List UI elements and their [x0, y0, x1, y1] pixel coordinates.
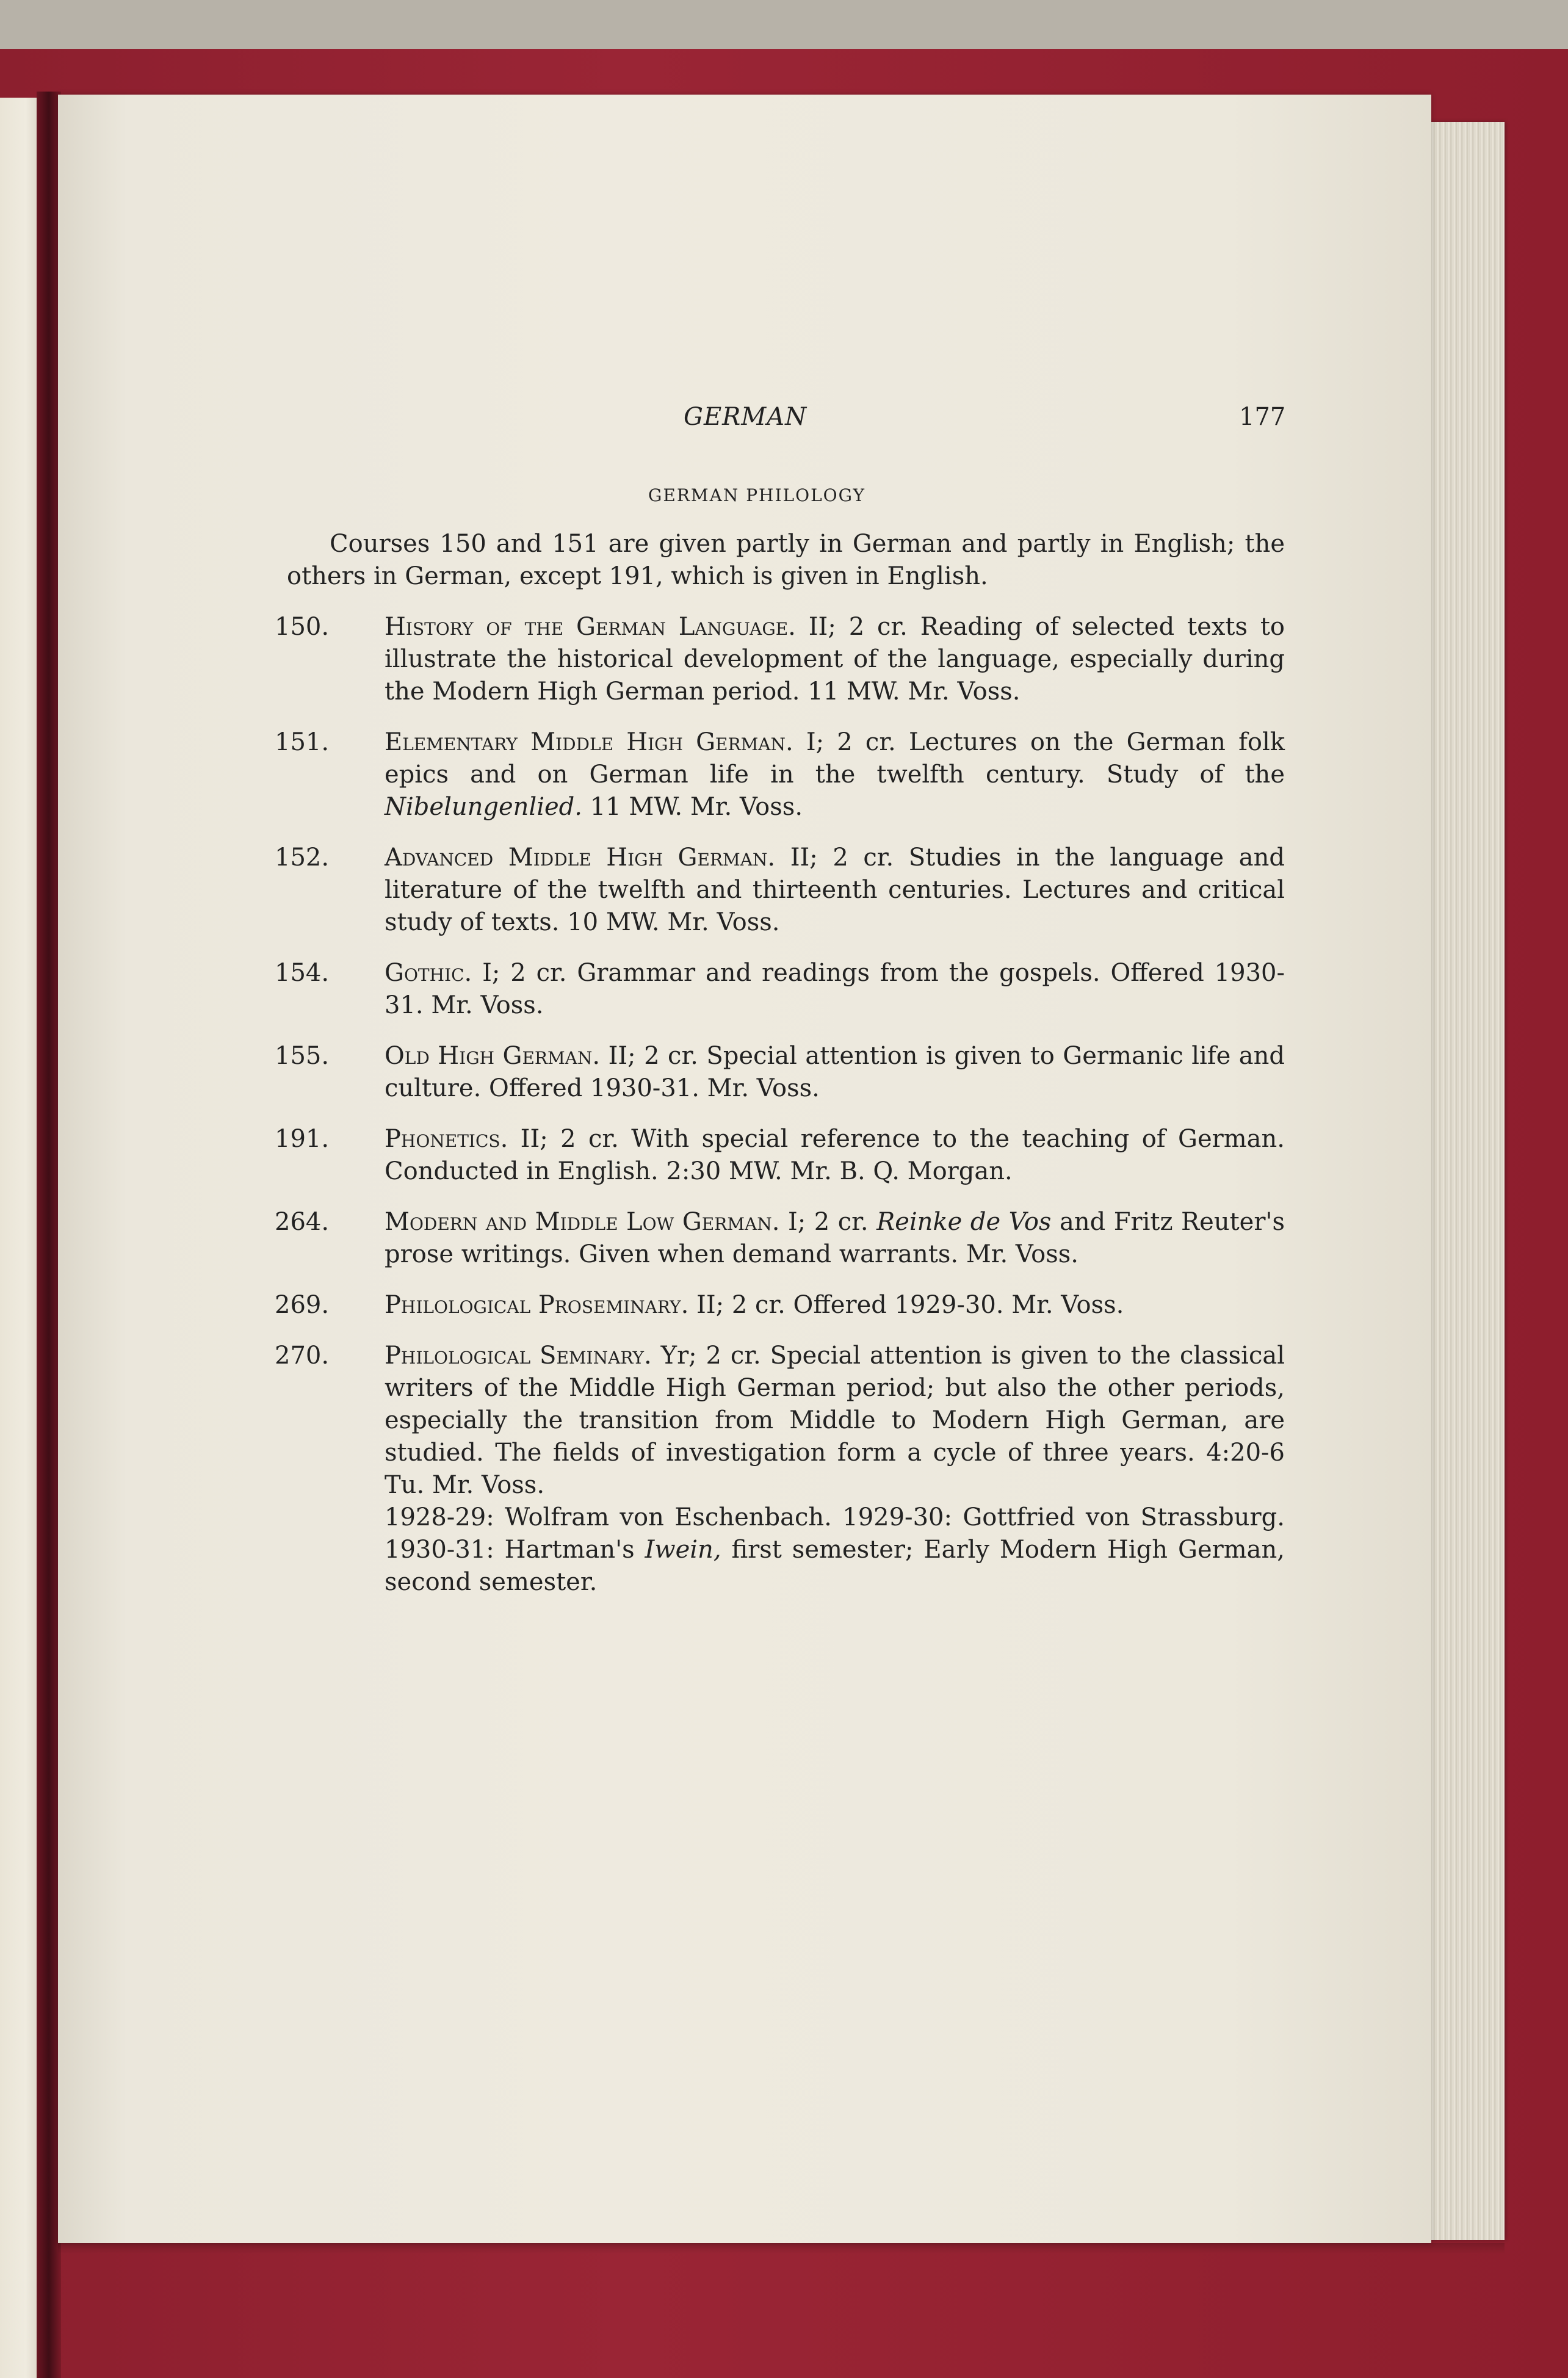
page-number: 177	[1239, 403, 1286, 431]
course-title: Old High German.	[385, 1042, 601, 1070]
course-title: Phonetics.	[385, 1125, 508, 1153]
course-entry-264	[275, 1206, 1285, 1271]
course-entry-155	[275, 1040, 1285, 1105]
course-number: 155.	[275, 1042, 330, 1070]
course-entry-150	[275, 611, 1285, 708]
course-title: Gothic.	[385, 959, 472, 987]
page-edges	[1425, 122, 1505, 2240]
schedule-note-text: 1928-29: Wolfram von Eschenbach. 1929-30: Gottfried von Strassburg. 1930-31: Hartman's	[385, 1503, 1285, 1564]
section-heading: GERMAN PHILOLOGY	[648, 485, 865, 505]
course-italic-title: Reinke de Vos	[876, 1208, 1052, 1236]
page-content	[275, 528, 1285, 1617]
course-entry-191	[275, 1123, 1285, 1188]
course-schedule-note	[385, 1502, 1285, 1599]
course-details: Yr; 2 cr. Special attention is given to the classical writers of the Middle High German period; but also the other periods, especially the transition from Middle to Modern High German, are studied. The fields of investigation form a cycle of three years. 4:20-6 Tu. Mr. Voss.	[385, 1342, 1285, 1499]
course-number: 150.	[275, 613, 330, 641]
course-details: I; 2 cr.	[779, 1208, 877, 1236]
schedule-note-italic: Iwein,	[645, 1536, 721, 1564]
course-details: II; 2 cr. With special reference to the teaching of German. Conducted in English. 2:30 MW. Mr. B. Q. Morgan.	[385, 1125, 1285, 1185]
course-entry-152	[275, 842, 1285, 939]
course-number: 151.	[275, 728, 330, 756]
course-details-after: 11 MW. Mr. Voss.	[582, 793, 803, 821]
course-title: Elementary Middle High German.	[385, 728, 793, 756]
course-entry-269	[275, 1289, 1285, 1321]
page-bottom-shadow	[58, 2243, 1505, 2254]
course-details-after: and Fritz Reuter's prose writings. Given when demand warrants. Mr. Voss.	[385, 1208, 1285, 1268]
course-number: 154.	[275, 959, 330, 987]
course-details: II; 2 cr. Reading of selected texts to illustrate the historical development of the language, especially during the Modern High German period. 11 MW. Mr. Voss.	[385, 613, 1285, 706]
course-title: History of the German Language.	[385, 613, 796, 641]
course-number: 269.	[275, 1291, 330, 1319]
course-details: I; 2 cr. Grammar and readings from the gospels. Offered 1930-31. Mr. Voss.	[385, 959, 1285, 1019]
course-number: 191.	[275, 1125, 330, 1153]
running-head: GERMAN	[684, 403, 807, 431]
book-page	[58, 95, 1431, 2243]
course-number: 270.	[275, 1342, 330, 1370]
course-details: II; 2 cr. Studies in the language and literature of the twelfth and thirteenth centuries. Lectures and critical study of texts. 10 MW. Mr. Voss.	[385, 844, 1285, 936]
course-details: II; 2 cr. Offered 1929-30. Mr. Voss.	[688, 1291, 1124, 1319]
course-title: Philological Proseminary.	[385, 1291, 689, 1319]
schedule-note-after: first semester; Early Modern High German, second semester.	[385, 1536, 1285, 1596]
course-title: Modern and Middle Low German.	[385, 1208, 780, 1236]
intro-paragraph: Courses 150 and 151 are given partly in German and partly in English; the others in German, except 191, which is given in English.	[287, 530, 1285, 590]
course-entry-151	[275, 726, 1285, 823]
course-number: 152.	[275, 844, 330, 872]
book-gutter	[37, 92, 61, 2378]
course-title: Philological Seminary.	[385, 1342, 652, 1370]
course-entry-270	[275, 1340, 1285, 1599]
course-number: 264.	[275, 1208, 330, 1236]
course-details: II; 2 cr. Special attention is given to Germanic life and culture. Offered 1930-31. Mr. Voss.	[385, 1042, 1285, 1102]
course-italic-title: Nibelungenlied.	[385, 793, 583, 821]
course-details: I; 2 cr. Lectures on the German folk epics and on German life in the twelfth century. Study of the	[385, 728, 1285, 789]
course-title: Advanced Middle High German.	[385, 844, 776, 872]
course-entry-154	[275, 957, 1285, 1022]
